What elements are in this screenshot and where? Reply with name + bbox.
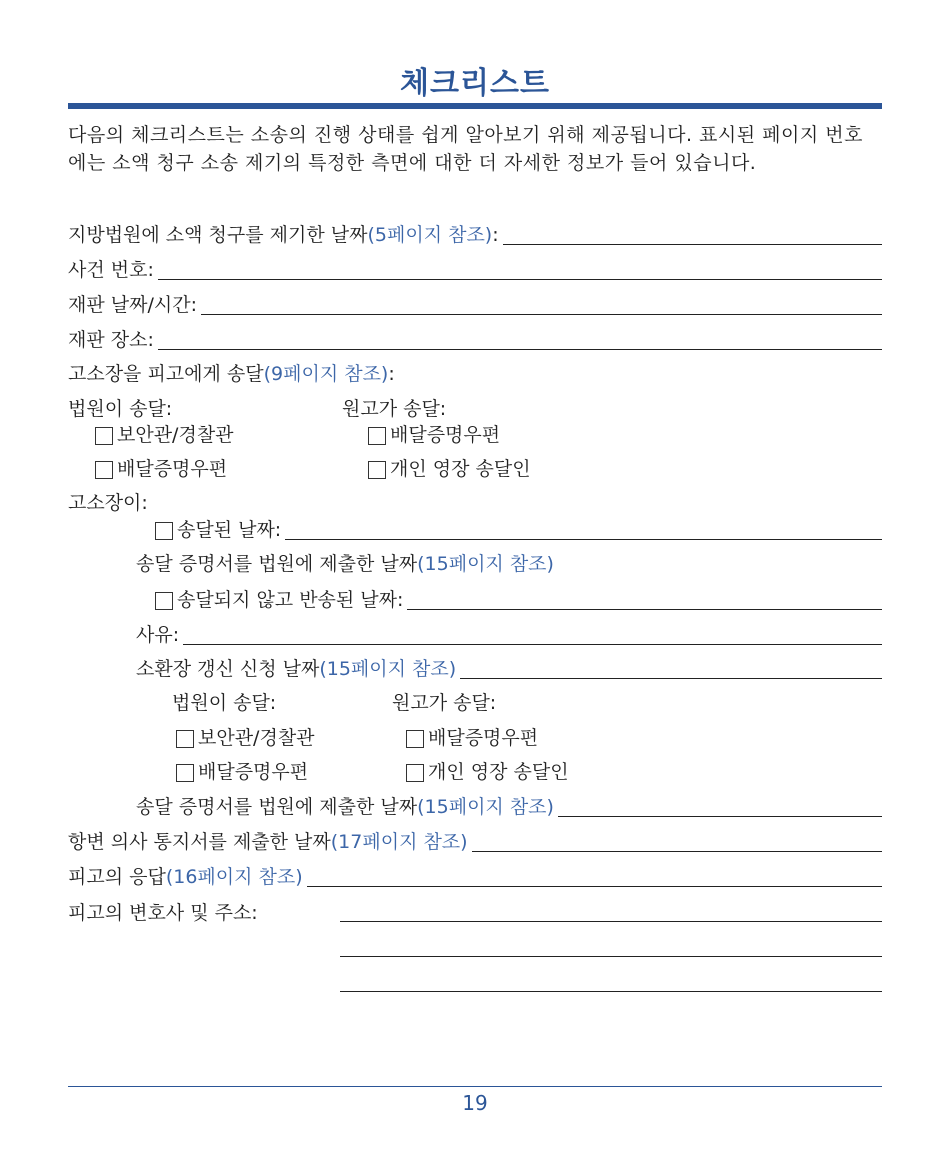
reason-field[interactable]: [183, 626, 882, 645]
returned-date-field[interactable]: [407, 591, 882, 610]
option-label: 개인 영장 송달인: [390, 458, 531, 480]
checkbox[interactable]: [368, 461, 386, 479]
option-sheriff-1[interactable]: [95, 422, 234, 448]
intent-row: [68, 829, 882, 855]
option-certified-mail-plaintiff-1[interactable]: [368, 422, 500, 448]
served-checkbox[interactable]: [155, 522, 173, 540]
option-certified-mail-plaintiff-2[interactable]: [406, 725, 538, 751]
title-divider: [68, 103, 882, 109]
renewal-row: [136, 656, 882, 682]
checkbox[interactable]: [176, 764, 194, 782]
answer-label: 피고의 응답: [68, 866, 166, 888]
intro-paragraph: 다음의 체크리스트는 소송의 진행 상태를 쉽게 알아보기 위해 제공됩니다. 표시된 페이지 번호에는 소액 청구 소송 제기의 특정한 측면에 대한 더 자세한 정보가 들어 있습니다.: [68, 124, 863, 174]
answer-row: [68, 864, 882, 890]
proof-filed-label: 송달 증명서를 법원에 제출한 날짜: [136, 553, 418, 575]
proof-filed-2-row: [136, 794, 882, 820]
served-date-label: 송달된 날짜:: [177, 519, 282, 541]
court-served-header-2: 법원이 송달:: [172, 692, 277, 714]
checkbox[interactable]: [406, 730, 424, 748]
served-date-field[interactable]: [285, 521, 882, 540]
attorney-field-1[interactable]: [340, 921, 882, 922]
returned-date-row: [155, 587, 882, 613]
plaintiff-served-header: 원고가 송달:: [342, 398, 447, 420]
service-row: [68, 361, 395, 387]
attorney-field-3[interactable]: [340, 991, 882, 992]
checkbox[interactable]: [95, 461, 113, 479]
option-process-server-1[interactable]: [368, 456, 531, 482]
option-label: 배달증명우편: [198, 761, 309, 783]
filing-date-field[interactable]: [503, 226, 882, 245]
proof-filed-page-ref: (15페이지 참조): [417, 553, 554, 575]
filing-date-row: [68, 222, 882, 248]
intent-label: 항변 의사 통지서를 제출한 날짜: [68, 831, 331, 853]
option-label: 배달증명우편: [428, 727, 539, 749]
renewal-field[interactable]: [460, 660, 882, 679]
proof-filed-2-field[interactable]: [558, 798, 882, 817]
returned-date-label: 송달되지 않고 반송된 날짜:: [177, 589, 404, 611]
filing-date-colon: :: [492, 224, 499, 246]
intent-field[interactable]: [472, 833, 882, 852]
returned-checkbox[interactable]: [155, 592, 173, 610]
trial-location-label: 재판 장소:: [68, 329, 154, 351]
checkbox[interactable]: [95, 427, 113, 445]
reason-label: 사유:: [136, 624, 180, 646]
page-title: 체크리스트: [400, 66, 550, 101]
checkbox[interactable]: [368, 427, 386, 445]
service-colon: :: [388, 363, 395, 385]
renewal-label: 소환장 갱신 신청 날짜: [136, 658, 320, 680]
service-label: 고소장을 피고에게 송달: [68, 363, 264, 385]
checkbox[interactable]: [176, 730, 194, 748]
option-label: 보안관/경찰관: [117, 424, 234, 446]
complaint-label: 고소장이:: [68, 492, 148, 514]
option-sheriff-2[interactable]: [176, 725, 315, 751]
case-number-field[interactable]: [158, 261, 882, 280]
filing-date-label: 지방법원에 소액 청구를 제기한 날짜: [68, 224, 368, 246]
answer-field[interactable]: [307, 868, 882, 887]
checkbox[interactable]: [406, 764, 424, 782]
service-page-ref: (9페이지 참조): [263, 363, 389, 385]
trial-datetime-field[interactable]: [201, 296, 882, 315]
proof-filed-2-page-ref: (15페이지 참조): [417, 796, 554, 818]
trial-location-field[interactable]: [158, 331, 882, 350]
court-served-header: 법원이 송달:: [68, 398, 173, 420]
option-label: 배달증명우편: [117, 458, 228, 480]
trial-datetime-row: [68, 292, 882, 318]
filing-date-page-ref: (5페이지 참조): [367, 224, 493, 246]
case-number-row: [68, 257, 882, 283]
option-process-server-2[interactable]: [406, 759, 569, 785]
proof-filed-2-label: 송달 증명서를 법원에 제출한 날짜: [136, 796, 418, 818]
plaintiff-served-header-2: 원고가 송달:: [392, 692, 497, 714]
page-number: 19: [462, 1091, 488, 1115]
footer-divider: [68, 1086, 882, 1087]
served-date-row: [155, 517, 882, 543]
option-certified-mail-court-2[interactable]: [176, 759, 308, 785]
option-label: 보안관/경찰관: [198, 727, 315, 749]
case-number-label: 사건 번호:: [68, 259, 154, 281]
trial-location-row: [68, 327, 882, 353]
proof-filed-row: [136, 551, 554, 577]
attorney-field-2[interactable]: [340, 956, 882, 957]
answer-page-ref: (16페이지 참조): [165, 866, 303, 888]
option-certified-mail-court-1[interactable]: [95, 456, 227, 482]
trial-datetime-label: 재판 날짜/시간:: [68, 294, 197, 316]
renewal-page-ref: (15페이지 참조): [319, 658, 457, 680]
intent-page-ref: (17페이지 참조): [330, 831, 468, 853]
option-label: 개인 영장 송달인: [428, 761, 569, 783]
attorney-label: 피고의 변호사 및 주소:: [68, 902, 258, 924]
reason-row: [136, 622, 882, 648]
option-label: 배달증명우편: [390, 424, 501, 446]
